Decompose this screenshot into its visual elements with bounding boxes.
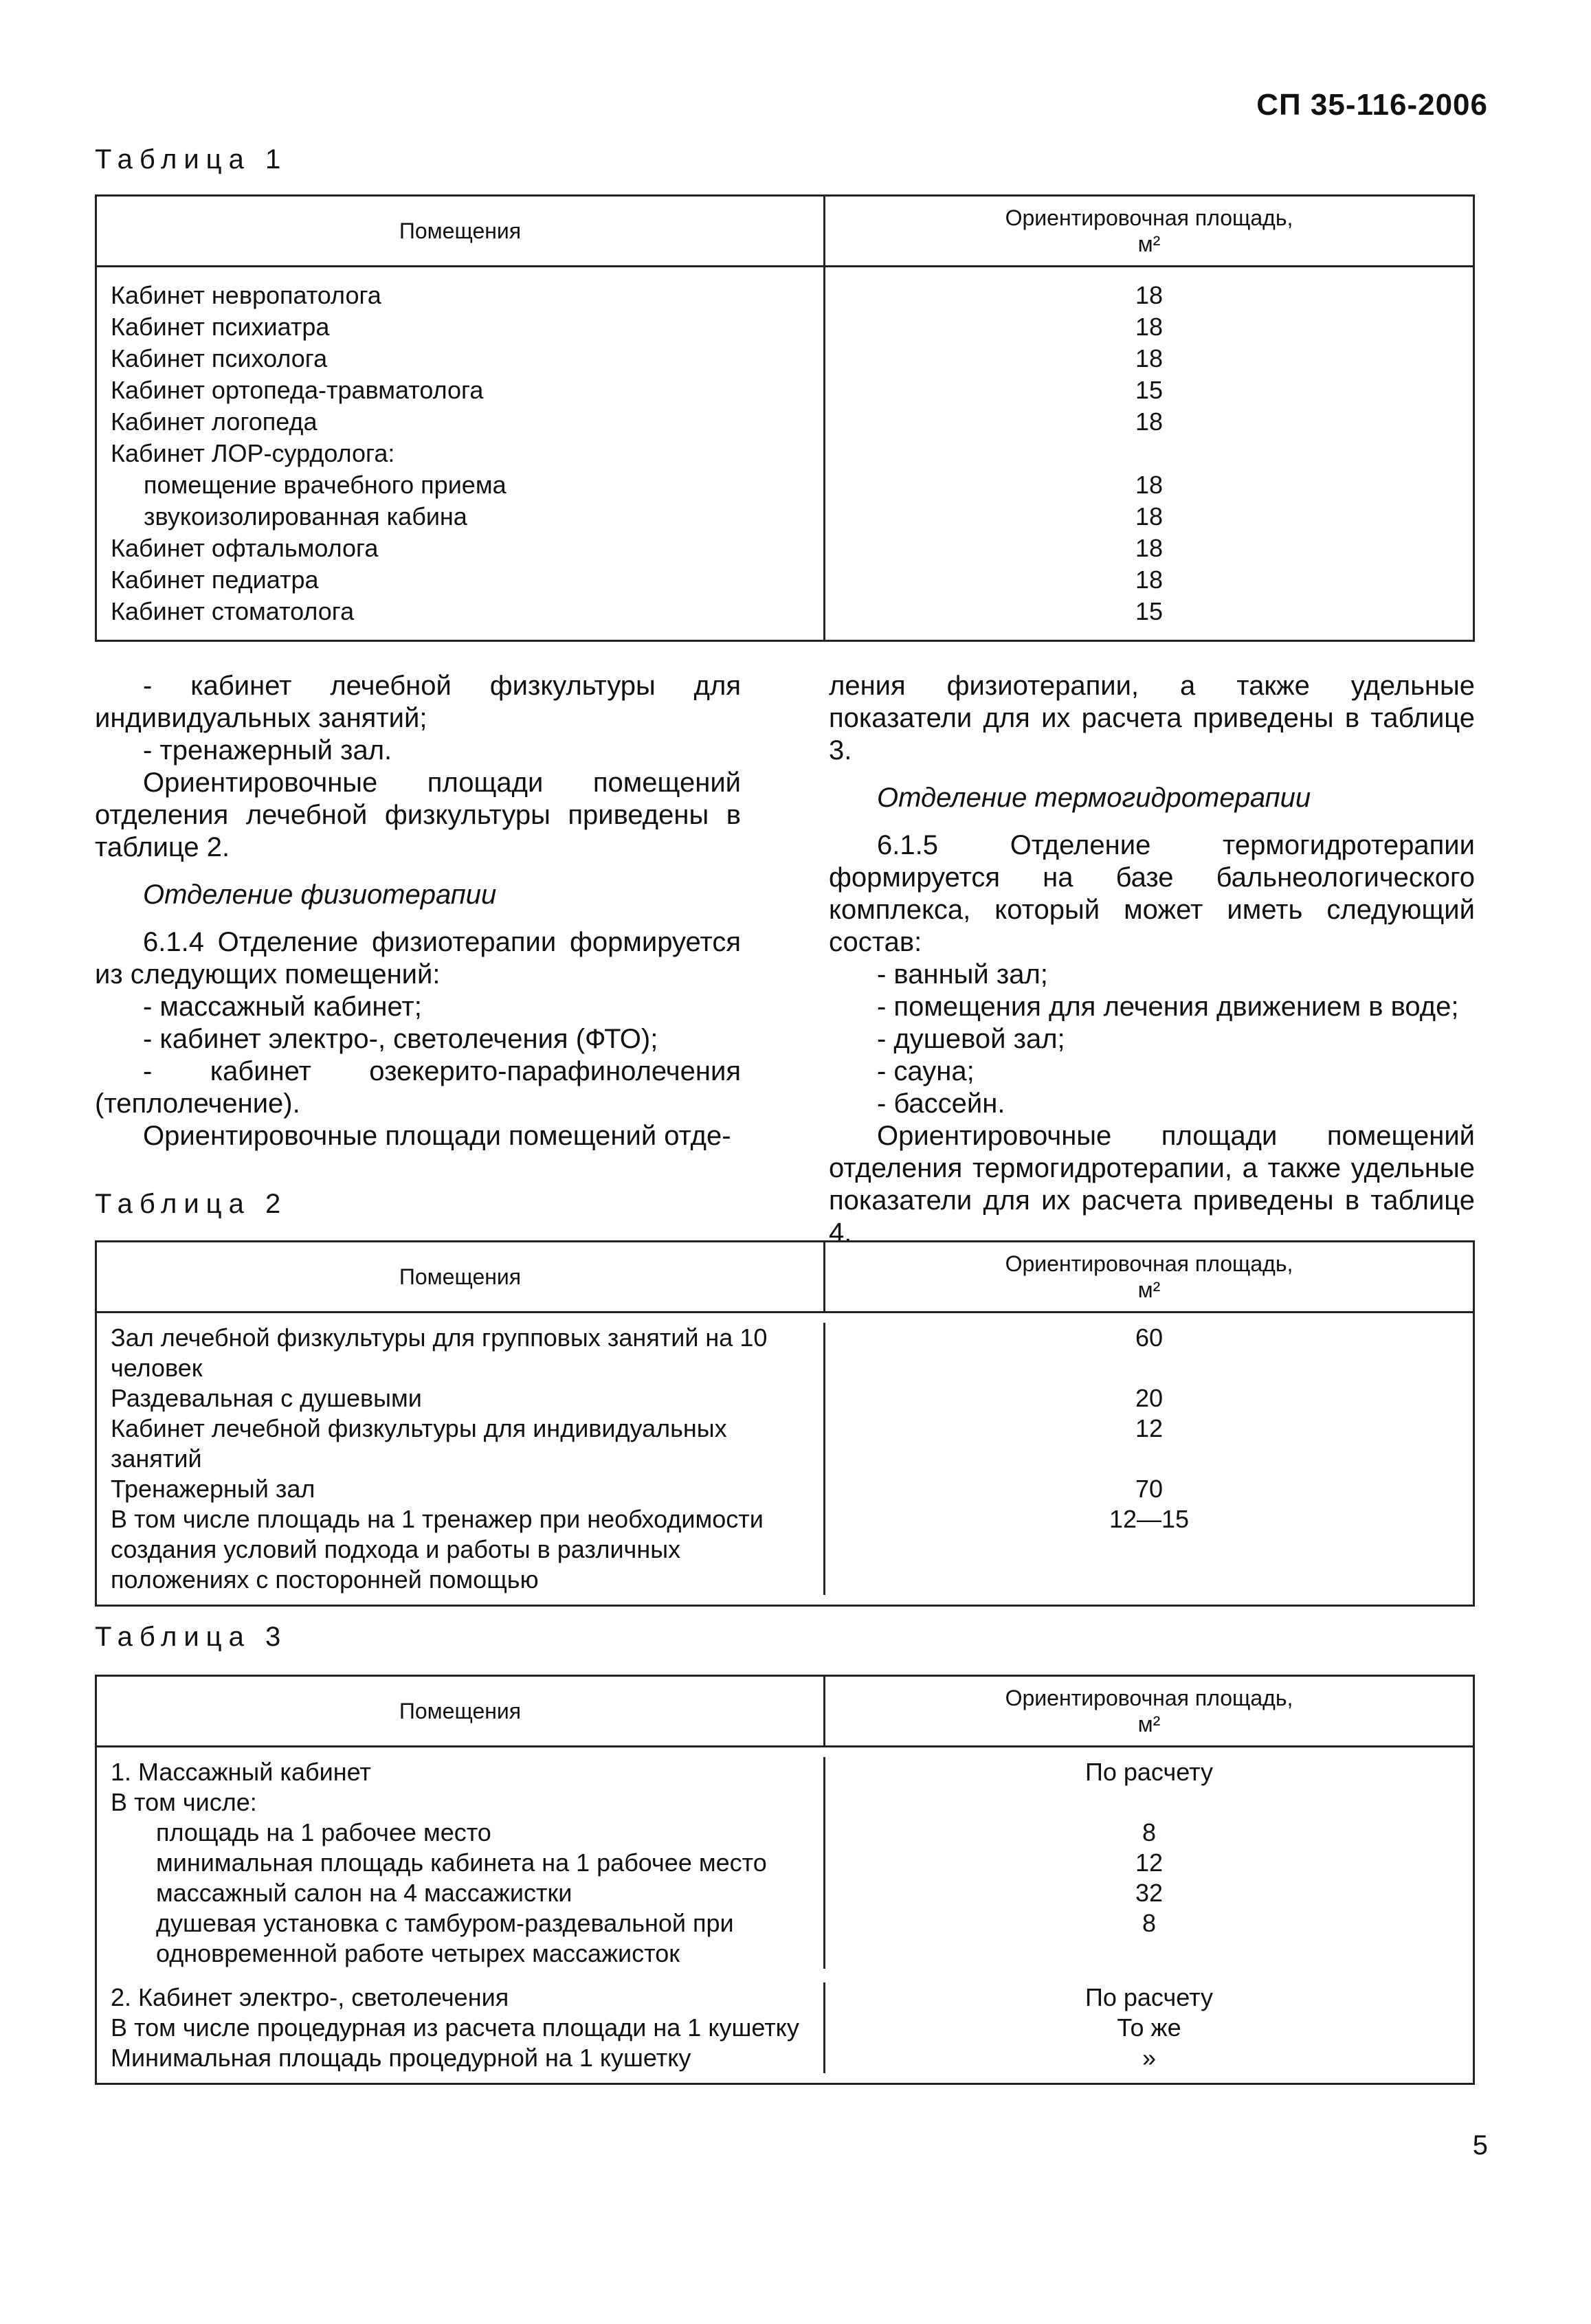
table2-body <box>97 1313 1473 1605</box>
table-cell: звукоизолированная кабина <box>144 502 467 530</box>
table-row <box>97 1982 1473 2013</box>
table-cell: В том числе: <box>97 1787 825 1818</box>
table-cell: 12 <box>1135 1848 1164 1877</box>
table-cell: В том числе процедурная из расчета площади на 1 кушетку <box>97 2013 825 2043</box>
table1-header-area-unit: м² <box>1137 232 1161 256</box>
table-cell: По расчету <box>1084 1983 1213 2011</box>
table-cell: душевая установка с тамбуром-раздевальной при одновременной работе четырех массажисток <box>97 1908 825 1969</box>
table2-header <box>97 1242 1473 1313</box>
table-cell: 12 <box>1135 1414 1164 1442</box>
table-cell: Кабинет ортопеда-травматолога <box>111 376 484 404</box>
table2-header-area-unit: м² <box>1137 1277 1161 1302</box>
paragraph: Ориентировочные площади помещений отделения термогидротерапии, а также удельные показатели для их расчета приведены в таблице 4. <box>829 1121 1475 1248</box>
paragraph: 6.1.5 Отделение термогидротерапии формируется на базе бальнеологического комплекса, который может иметь следующий состав: <box>829 830 1475 957</box>
table-cell: 15 <box>1135 597 1164 625</box>
table-cell: 20 <box>1135 1384 1164 1412</box>
table1-area-column <box>825 267 1473 640</box>
table-row <box>97 2013 1473 2043</box>
document-code: СП 35-116-2006 <box>1256 88 1488 122</box>
body-text <box>95 670 1475 1249</box>
section-heading: Отделение термогидротерапии <box>877 783 1311 813</box>
table3-body <box>97 1747 1473 2083</box>
table-cell: минимальная площадь кабинета на 1 рабочее место <box>97 1848 825 1878</box>
table2 <box>95 1240 1475 1607</box>
table-cell: Раздевальная с душевыми <box>97 1383 825 1414</box>
paragraph: - ванный зал; <box>877 959 1048 990</box>
table-cell: 1. Массажный кабинет <box>97 1757 825 1787</box>
page-number: 5 <box>1472 2130 1488 2160</box>
table-cell: 18 <box>1135 502 1164 530</box>
table-cell: 18 <box>1135 344 1164 372</box>
table-cell: Тренажерный зал <box>97 1474 825 1504</box>
table3-header <box>97 1677 1473 1747</box>
table-cell: площадь на 1 рабочее место <box>97 1818 825 1848</box>
table1-body <box>97 267 1473 640</box>
paragraph: 6.1.4 Отделение физиотерапии формируется из следующих помещений: <box>95 927 741 990</box>
table1-caption: Таблица 1 <box>95 144 288 175</box>
table-cell: 18 <box>1135 313 1164 341</box>
table-cell: Кабинет психолога <box>111 344 328 372</box>
paragraph: - кабинет озекерито-парафинолечения (теплолечение). <box>95 1056 741 1119</box>
table-row <box>97 1818 1473 1848</box>
paragraph: - помещения для лечения движением в воде; <box>877 992 1459 1022</box>
table3-header-area <box>825 1677 1473 1745</box>
table-cell: 60 <box>1135 1323 1164 1352</box>
left-column <box>95 670 741 1249</box>
table1-room-column <box>97 267 825 640</box>
table1 <box>95 194 1475 642</box>
table-cell: 18 <box>1135 471 1164 499</box>
table-row <box>97 1878 1473 1908</box>
table2-caption: Таблица 2 <box>95 1189 288 1219</box>
table-cell: Минимальная площадь процедурной на 1 кушетку <box>97 2043 825 2073</box>
table-cell: 18 <box>1135 566 1164 594</box>
table1-header <box>97 197 1473 267</box>
table-cell: По расчету <box>1084 1758 1213 1786</box>
table-row <box>97 1504 1473 1595</box>
table-row <box>97 1757 1473 1787</box>
table-row <box>97 2043 1473 2073</box>
table-cell: Кабинет ЛОР-сурдолога: <box>111 439 395 467</box>
paragraph: Ориентировочные площади помещений отделения лечебной физкультуры приведены в таблице 2. <box>95 768 741 862</box>
table-cell: помещение врачебного приема <box>144 471 507 499</box>
paragraph: - массажный кабинет; <box>143 992 422 1022</box>
table-cell: 18 <box>1135 534 1164 562</box>
table-cell: 2. Кабинет электро-, светолечения <box>97 1982 825 2013</box>
table2-header-room: Помещения <box>97 1242 825 1311</box>
table-cell: 18 <box>1135 281 1164 309</box>
paragraph: - бассейн. <box>877 1088 1005 1119</box>
table-row <box>97 1414 1473 1474</box>
table-row <box>97 1787 1473 1818</box>
table-row <box>97 1474 1473 1504</box>
table-row <box>97 1848 1473 1878</box>
table-cell: Кабинет стоматолога <box>111 597 355 625</box>
table3-header-room: Помещения <box>97 1677 825 1745</box>
table-cell: Кабинет офтальмолога <box>111 534 379 562</box>
table-cell: » <box>1142 2044 1157 2072</box>
table-cell <box>825 438 1473 469</box>
table-cell: Кабинет психиатра <box>111 313 330 341</box>
table-cell: В том числе площадь на 1 тренажер при необходимости создания условий подхода и работы в различных положениях с посторонней помощью <box>97 1504 825 1595</box>
table-cell: 8 <box>1142 1818 1157 1846</box>
table-cell: 8 <box>1142 1909 1157 1937</box>
table3-caption: Таблица 3 <box>95 1622 288 1652</box>
table1-header-area-label: Ориентировочная площадь, <box>1005 205 1293 230</box>
table-cell: 12—15 <box>1109 1505 1190 1533</box>
table-row <box>97 1908 1473 1969</box>
section-heading: Отделение физиотерапии <box>143 880 497 910</box>
table-row <box>97 1383 1473 1414</box>
table-cell: Кабинет педиатра <box>111 566 319 594</box>
paragraph: - кабинет лечебной физкультуры для индивидуальных занятий; <box>95 671 741 733</box>
table-cell: 18 <box>1135 407 1164 436</box>
table-cell: Кабинет логопеда <box>111 407 318 436</box>
table2-header-area-label: Ориентировочная площадь, <box>1005 1251 1293 1276</box>
table-cell: 70 <box>1135 1475 1164 1503</box>
table-cell: То же <box>1117 2013 1181 2042</box>
paragraph: - кабинет электро-, светолечения (ФТО); <box>143 1024 658 1054</box>
table-cell: Кабинет лечебной физкультуры для индивидуальных занятий <box>97 1414 825 1474</box>
table-cell: Зал лечебной физкультуры для групповых занятий на 10 человек <box>97 1323 825 1383</box>
table-cell: массажный салон на 4 массажистки <box>97 1878 825 1908</box>
paragraph: ления физиотерапии, а также удельные показатели для их расчета приведены в таблице 3. <box>829 671 1475 766</box>
table1-header-room: Помещения <box>97 197 825 265</box>
paragraph: Ориентировочные площади помещений отде- <box>143 1121 731 1151</box>
table-cell: Кабинет невропатолога <box>111 281 381 309</box>
table3-header-area-unit: м² <box>1137 1712 1161 1736</box>
table2-header-area <box>825 1242 1473 1311</box>
right-column <box>829 670 1475 1249</box>
table-cell: 32 <box>1135 1879 1164 1907</box>
paragraph: - душевой зал; <box>877 1024 1065 1054</box>
table3-header-area-label: Ориентировочная площадь, <box>1005 1686 1293 1710</box>
table3 <box>95 1675 1475 2085</box>
table-cell <box>825 1787 1473 1818</box>
table-cell: 15 <box>1135 376 1164 404</box>
paragraph: - сауна; <box>877 1056 975 1086</box>
paragraph: - тренажерный зал. <box>143 735 392 766</box>
table1-header-area <box>825 197 1473 265</box>
table-row <box>97 1323 1473 1383</box>
